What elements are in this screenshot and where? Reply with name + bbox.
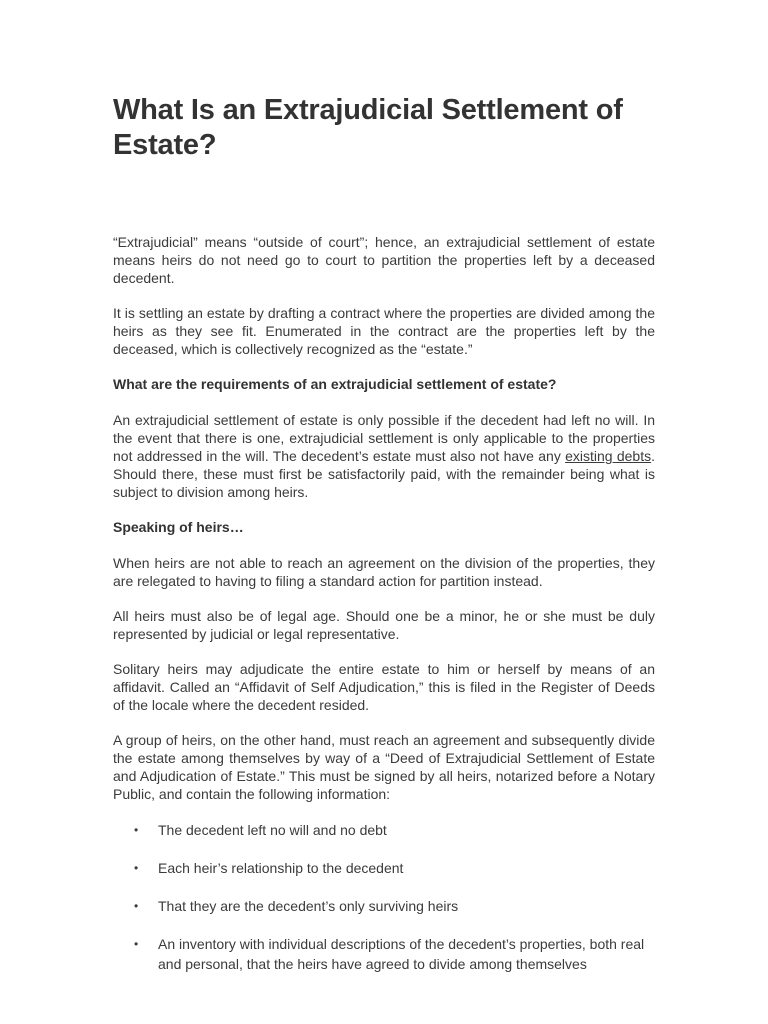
subheading-requirements: What are the requirements of an extrajudicial settlement of estate? xyxy=(113,376,557,392)
page-title: What Is an Extrajudicial Settlement of Estate? xyxy=(113,94,623,161)
bullet-icon: • xyxy=(134,899,139,913)
requirements-text-start: An extrajudicial settlement of estate is only possible if the decedent had left no will. In the event that there is one, extrajudicial settlement is only applicable to the properties not addressed in the will. The decedent’s estate must also not have any xyxy=(113,412,655,464)
paragraph-no-agreement: When heirs are not able to reach an agreement on the division of the properties, they are relegated to having to filing a standard action for partition instead. xyxy=(113,555,655,589)
subheading-speaking-of-heirs: Speaking of heirs… xyxy=(113,519,244,535)
list-item xyxy=(113,858,655,878)
paragraph-settling-estate: It is settling an estate by drafting a contract where the properties are divided among the heirs as they see fit. Enumerated in the contract are the properties left by the deceased, which is collectively recognized as the “estate.” xyxy=(113,305,655,357)
required-information-list xyxy=(113,820,655,974)
list-item-text: Each heir’s relationship to the decedent xyxy=(158,860,404,876)
bullet-icon: • xyxy=(134,823,139,837)
list-item-text: The decedent left no will and no debt xyxy=(158,822,387,838)
paragraph-solitary-heirs: Solitary heirs may adjudicate the entire estate to him or herself by means of an affidavit. Called an “Affidavit of Self Adjudication,” this is filed in the Register of Deeds of the locale where the decedent resided. xyxy=(113,661,655,713)
bullet-icon: • xyxy=(134,861,139,875)
article-body xyxy=(113,233,655,992)
requirements-text-end: . Should there, these must first be satisfactorily paid, with the remainder being what is subject to division among heirs. xyxy=(113,448,656,500)
paragraph-group-of-heirs: A group of heirs, on the other hand, must reach an agreement and subsequently divide the estate among themselves by way of a “Deed of Extrajudicial Settlement of Estate and Adjudication of Estate.” This must be signed by all heirs, notarized before a Notary Public, and contain the following information: xyxy=(113,732,655,802)
document-page xyxy=(113,93,656,972)
list-item-text: That they are the decedent’s only surviving heirs xyxy=(158,898,459,914)
list-item xyxy=(113,934,655,974)
existing-debts-link[interactable]: existing debts xyxy=(565,448,652,464)
list-item xyxy=(113,896,655,916)
paragraph-requirements xyxy=(113,411,655,501)
list-item xyxy=(113,820,655,840)
paragraph-extrajudicial-definition: “Extrajudicial” means “outside of court”; hence, an extrajudicial settlement of estate means heirs do not need go to court to partition the properties left by a deceased decedent. xyxy=(113,234,655,286)
paragraph-legal-age: All heirs must also be of legal age. Should one be a minor, he or she must be duly represented by judicial or legal representative. xyxy=(113,608,655,642)
bullet-icon: • xyxy=(134,937,139,951)
list-item-text: An inventory with individual descriptions of the decedent’s properties, both real and personal, that the heirs have agreed to divide among themselves xyxy=(158,936,645,972)
